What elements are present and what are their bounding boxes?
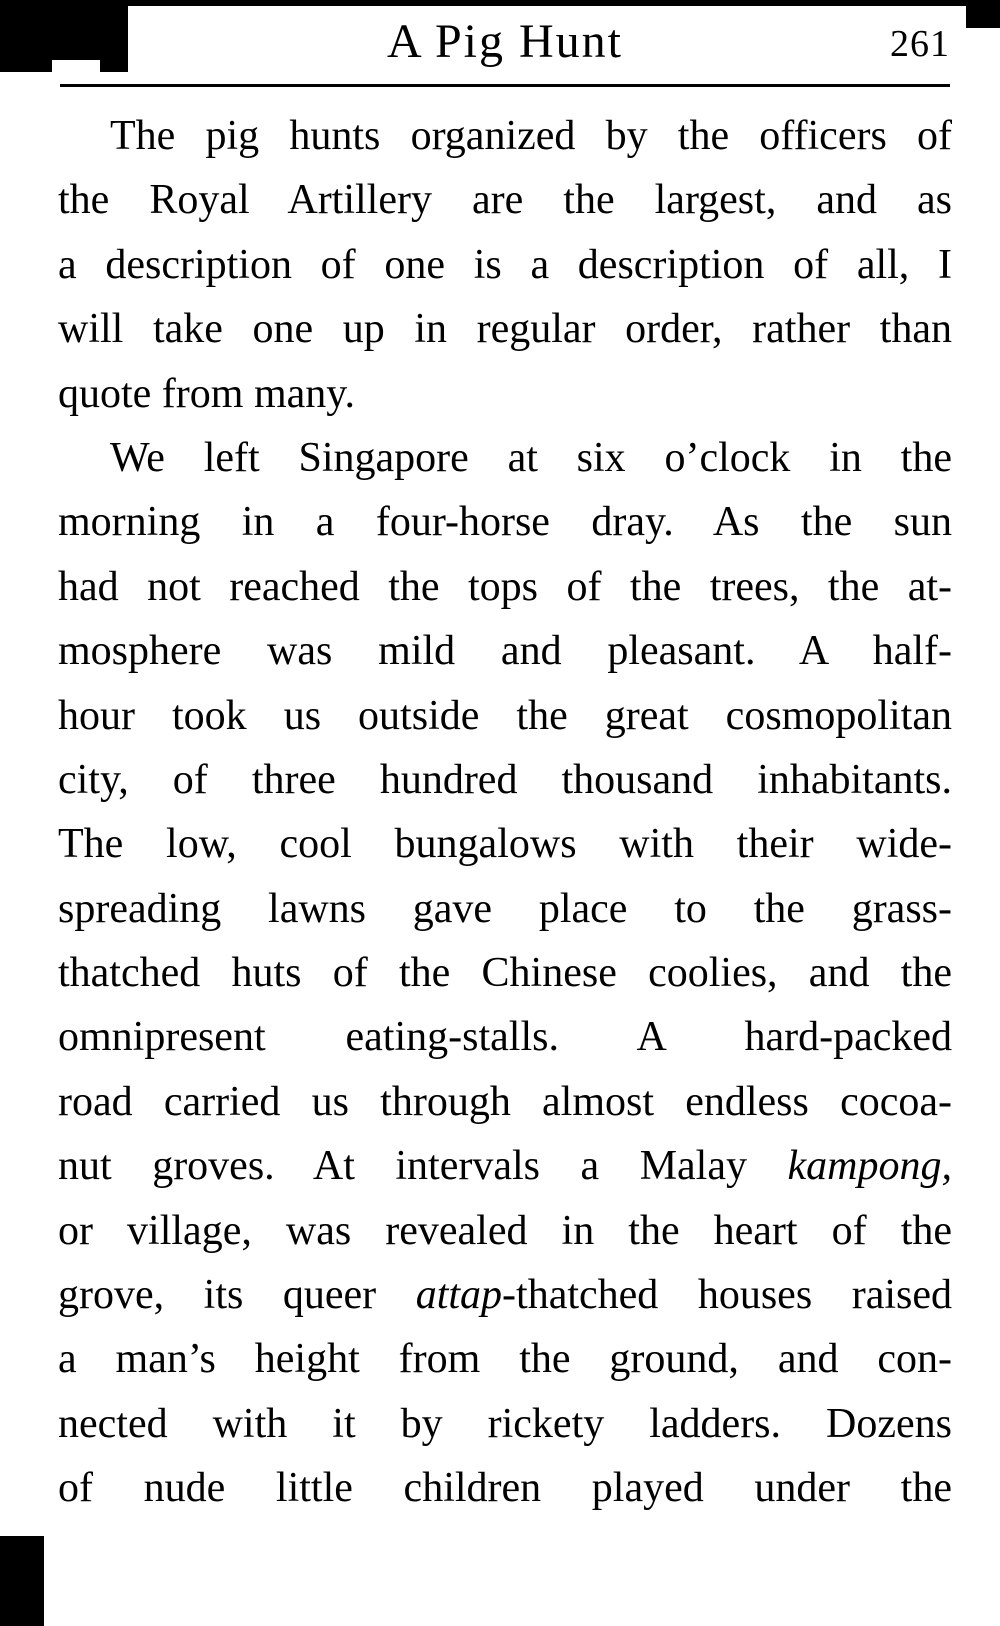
text-line: spreading lawns gave place to the grass- [58,885,952,932]
text-line: quote from many. [58,370,356,417]
text-line: had not reached the tops of the trees, the at- [58,563,952,610]
text-line: a man’s height from the ground, and con- [58,1336,952,1383]
page-number: 261 [890,23,950,65]
italic-word-attap: attap [415,1272,503,1319]
text-line: omnipresent eating-stalls. A hard-packed [58,1014,952,1061]
text-line: The pig hunts organized by the officers of [110,113,952,159]
scan-edge-mark-bottom-left [0,1536,44,1626]
text-line: road carried us through almost endless cocoa- [58,1078,952,1125]
running-title: A Pig Hunt [386,15,624,68]
text-line: mosphere was mild and pleasant. A half- [58,628,952,675]
scan-edge-mark-top [128,0,968,6]
text-run: -thatched houses raised [502,1272,952,1319]
scan-edge-mark-top-right [966,0,1000,28]
text-line: a description of one is a description of all, I [58,241,952,288]
text-run: grove, its queer [58,1272,416,1319]
text-line: city, of three hundred thousand inhabitants. [58,756,952,803]
text-line: or village, was revealed in the heart of the [58,1207,952,1254]
text-line: thatched huts of the Chinese coolies, and the [58,950,952,997]
text-line: hour took us outside the great cosmopolitan [58,692,952,739]
text-line-kampong [58,1134,952,1198]
text-line: nected with it by rickety ladders. Dozens [58,1400,952,1447]
text-line: morning in a four-horse dray. As the sun [58,499,952,546]
paragraph-1 [58,104,952,426]
paragraph-2 [58,426,952,1521]
text-line: the Royal Artillery are the largest, and as [58,177,952,224]
body-text [58,104,952,1521]
text-line: will take one up in regular order, rather than [58,306,952,353]
text-line: of nude little children played under the [58,1465,952,1512]
text-line: We left Singapore at six o’clock in the [110,434,952,481]
text-run: nut groves. At intervals a Malay [58,1143,788,1190]
running-head [60,10,950,84]
italic-word-kampong: kampong, [787,1143,952,1190]
text-line-attap [58,1263,952,1327]
header-rule [60,84,950,87]
text-line: The low, cool bungalows with their wide- [58,821,952,868]
